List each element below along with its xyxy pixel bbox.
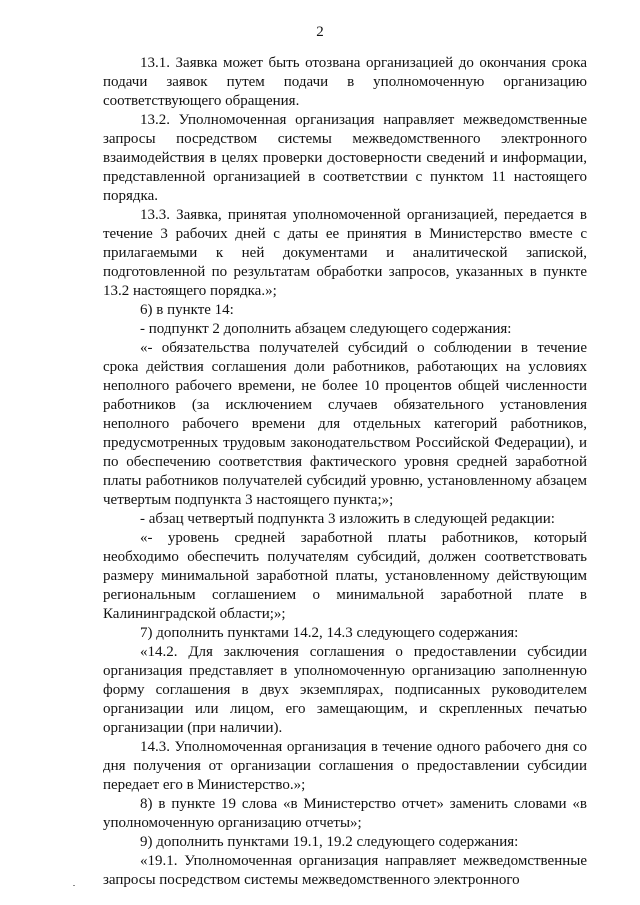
paragraph-salary-level-quote: «- уровень средней заработной платы работников, который необходимо обеспечить получателям субсидий, должен соответствовать размеру минимальной заработной платы, установленному действующим региональным соглашением о минимальной заработной плате в Калининградской области;»; [103, 530, 587, 622]
scan-speck [73, 885, 75, 886]
paragraph-13-2: 13.2. Уполномоченная организация направляет межведомственные запросы посредством системы межведомственного электронного взаимодействия в целях проверки достоверности сведений и информации, представленной организацией в соответствии с пунктом 11 настоящего порядка. [103, 112, 587, 204]
paragraph-13-1: 13.1. Заявка может быть отозвана организацией до окончания срока подачи заявок путем подачи в уполномоченную организацию соответствующего обращения. [103, 55, 587, 109]
paragraph-obligations-quote: «- обязательства получателей субсидий о соблюдении в течение срока действия соглашения доли работников, работающих на условиях неполного рабочего времени, не более 10 процентов общей численности работников (за исключением случаев обязательного установления неполного рабочего времени для отдельных категорий работников, предусмотренных трудовым законодательством Российской Федерации), и по обеспечению соответствия фактического уровня средней заработной платы работников получателей субсидий уровню, установленному абзацем четвертым подпункта 3 настоящего пункта;»; [103, 340, 587, 508]
paragraph-item-9: 9) дополнить пунктами 19.1, 19.2 следующего содержания: [140, 834, 519, 850]
document-body [103, 54, 587, 890]
paragraph-13-3: 13.3. Заявка, принятая уполномоченной организацией, передается в течение 3 рабочих дней с даты ее принятия в Министерство вместе с прилагаемыми к ней документами и аналитической запиской, подготовленной по результатам обработки запросов, указанных в пункте 13.2 настоящего порядка.»; [103, 207, 587, 299]
paragraph-item-6: 6) в пункте 14: [140, 302, 234, 318]
paragraph-19-1: «19.1. Уполномоченная организация направляет межведомственные запросы посредством системы межведомственного электронного [103, 853, 587, 888]
paragraph-subitem-3-para-4: - абзац четвертый подпункта 3 изложить в следующей редакции: [140, 511, 555, 527]
paragraph-subitem-2: - подпункт 2 дополнить абзацем следующего содержания: [140, 321, 512, 337]
paragraph-14-3: 14.3. Уполномоченная организация в течение одного рабочего дня со дня получения от организации соглашения о предоставлении субсидии передает его в Министерство.»; [103, 739, 587, 793]
paragraph-item-7: 7) дополнить пунктами 14.2, 14.3 следующего содержания: [140, 625, 519, 641]
page-number: 2 [316, 24, 324, 40]
paragraph-item-8: 8) в пункте 19 слова «в Министерство отчет» заменить словами «в уполномоченную организацию отчеты»; [103, 796, 587, 831]
paragraph-14-2: «14.2. Для заключения соглашения о предоставлении субсидии организация представляет в уполномоченную организацию заполненную форму соглашения в двух экземплярах, подписанных руководителем организации или лицом, его замещающим, и скрепленных печатью организации (при наличии). [103, 644, 587, 736]
